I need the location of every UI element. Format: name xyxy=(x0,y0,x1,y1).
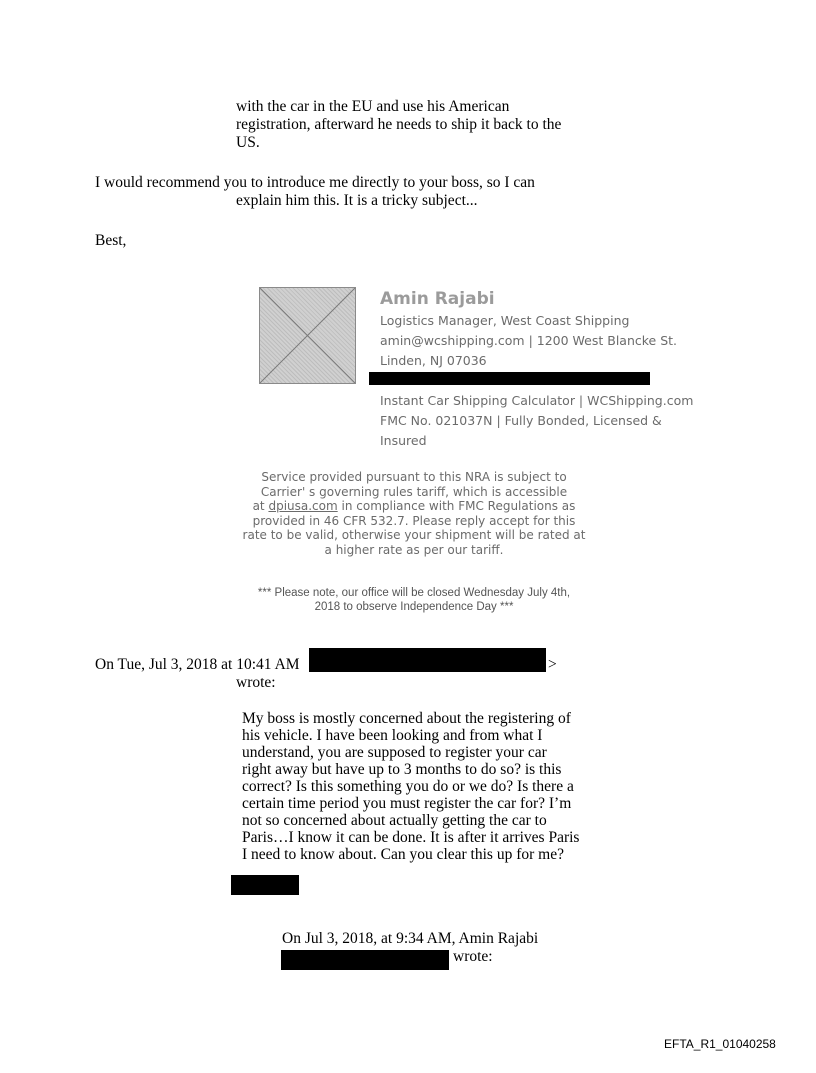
quoted-message xyxy=(242,710,579,863)
disclaimer-line-5: rate to be valid, otherwise your shipment will be rated at xyxy=(242,528,586,542)
recommend-line-1: I would recommend you to introduce me directly to your boss, so I can xyxy=(95,174,535,191)
quoted-line-4: right away but have up to 3 months to do so? is this xyxy=(242,761,562,778)
dpiusa-link[interactable]: dpiusa.com xyxy=(268,499,338,513)
quoted-line-5: correct? Is this something you do or we do? Is there a xyxy=(242,778,574,795)
disclaimer-line-1: Service provided pursuant to this NRA is subject to xyxy=(261,470,567,484)
quoted-line-8: Paris…I know it can be done. It is after it arrives Paris xyxy=(242,829,580,846)
nested-header-line-2: wrote: xyxy=(453,948,493,965)
redaction-bar xyxy=(369,372,650,385)
notice-line-2: 2018 to observe Independence Day *** xyxy=(314,601,514,613)
quoted-line-1: My boss is mostly concerned about the registering of xyxy=(242,710,571,727)
intro-line-2: registration, afterward he needs to ship it back to the xyxy=(236,116,562,133)
quoted-line-9: I need to know about. Can you clear this up for me? xyxy=(242,846,564,863)
signature-image-placeholder xyxy=(259,287,356,384)
disclaimer-line-4: provided in 46 CFR 532.7. Please reply accept for this xyxy=(252,513,576,528)
signature-fmc-line-1: FMC No. 021037N | Fully Bonded, Licensed & xyxy=(380,413,662,428)
document-id: EFTA_R1_01040258 xyxy=(664,1037,776,1051)
nested-header-line-1: On Jul 3, 2018, at 9:34 AM, Amin Rajabi xyxy=(282,930,539,947)
redaction-bar xyxy=(231,875,299,895)
office-notice xyxy=(214,586,614,614)
disclaimer-line-3-pre: at xyxy=(252,499,269,513)
intro-line-3: US. xyxy=(236,134,260,151)
redaction-bar xyxy=(281,950,449,970)
signature-title: Logistics Manager, West Coast Shipping xyxy=(380,313,630,328)
reply-header-line-1: On Tue, Jul 3, 2018 at 10:41 AM xyxy=(95,656,300,673)
signature-fmc-line-2: Insured xyxy=(380,433,427,448)
reply-header-tail: > xyxy=(548,656,557,673)
signature-city: Linden, NJ 07036 xyxy=(380,353,487,368)
broken-image-icon xyxy=(260,288,355,383)
quoted-line-3: understand, you are supposed to register your car xyxy=(242,744,547,761)
disclaimer-line-6: a higher rate as per our tariff. xyxy=(324,542,504,557)
recommend-line-2: explain him this. It is a tricky subject... xyxy=(236,192,478,209)
quoted-line-2: his vehicle. I have been looking and from what I xyxy=(242,727,543,744)
signature-name: Amin Rajabi xyxy=(380,289,495,309)
reply-header-line-2: wrote: xyxy=(236,674,276,691)
intro-line-1: with the car in the EU and use his American xyxy=(236,98,510,115)
notice-line-1: *** Please note, our office will be closed Wednesday July 4th, xyxy=(257,587,571,599)
quoted-line-7: not so concerned about actually getting the car to xyxy=(242,812,547,829)
closing: Best, xyxy=(95,232,127,249)
disclaimer-line-3-post: in compliance with FMC Regulations as xyxy=(337,499,576,513)
quoted-line-6: certain time period you must register the car for? I’m xyxy=(242,795,572,812)
redaction-bar xyxy=(309,648,546,672)
disclaimer-line-3 xyxy=(214,499,614,514)
disclaimer xyxy=(214,470,614,557)
disclaimer-line-2: Carrier' s governing rules tariff, which is accessible xyxy=(260,484,568,499)
signature-contact: amin@wcshipping.com | 1200 West Blancke St. xyxy=(380,333,678,348)
signature-calculator: Instant Car Shipping Calculator | WCShipping.com xyxy=(380,393,694,408)
